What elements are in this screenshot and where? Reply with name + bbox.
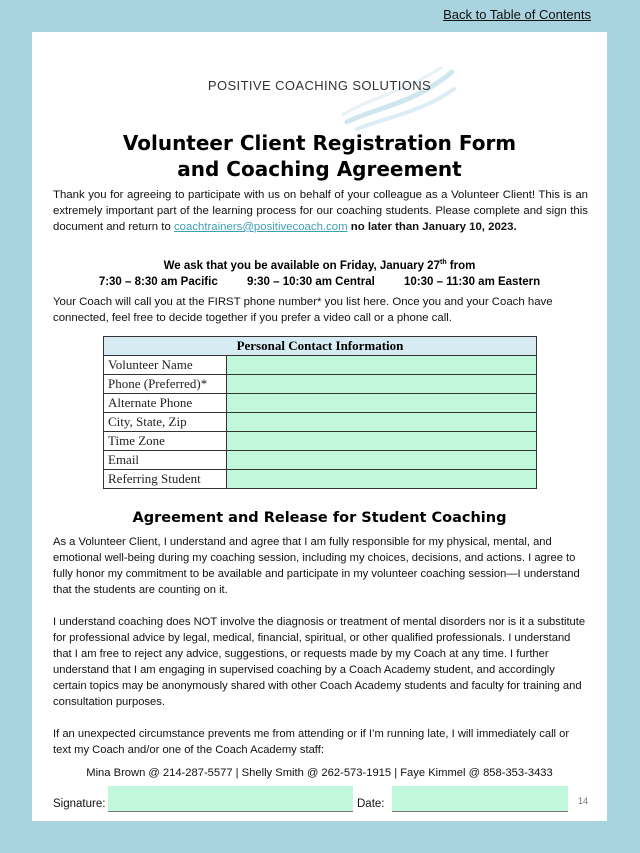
table-row	[104, 432, 537, 451]
volunteer-name-field[interactable]	[227, 356, 537, 375]
row-label: Email	[104, 451, 227, 470]
page-number: 14	[578, 796, 589, 806]
availability-request-text: We ask that you be available on Friday, January 27	[163, 259, 440, 272]
availability-request-end: from	[446, 259, 476, 272]
time-eastern: 10:30 – 11:30 am Eastern	[404, 275, 541, 288]
title-line-2: and Coaching Agreement	[177, 157, 462, 181]
table-row	[104, 394, 537, 413]
row-label: Referring Student	[104, 470, 227, 489]
signature-field[interactable]	[108, 786, 353, 812]
time-central: 9:30 – 10:30 am Central	[246, 275, 375, 288]
row-label: Alternate Phone	[104, 394, 227, 413]
row-label: City, State, Zip	[104, 413, 227, 432]
deadline-text: no later than January 10, 2023	[350, 221, 514, 233]
availability-block	[32, 255, 607, 290]
table-row	[104, 356, 537, 375]
contact-table-header: Personal Contact Information	[104, 337, 537, 356]
document-page	[32, 32, 607, 821]
contact-info-table	[103, 336, 537, 489]
intro-paragraph	[53, 187, 588, 235]
referring-student-field[interactable]	[227, 470, 537, 489]
table-row	[104, 413, 537, 432]
email-field[interactable]	[227, 451, 537, 470]
back-to-toc-link[interactable]: Back to Table of Contents	[443, 7, 591, 22]
row-label: Volunteer Name	[104, 356, 227, 375]
page-title	[32, 130, 607, 182]
call-note: Your Coach will call you at the FIRST phone number* you list here. Once you and your Coach have connected, feel free to decide together if you prefer a video call or a phone call.	[53, 296, 553, 324]
intro-end: .	[513, 221, 517, 233]
table-row	[104, 375, 537, 394]
date-field[interactable]	[392, 786, 568, 812]
brand-name: POSITIVE COACHING SOLUTIONS	[207, 78, 432, 93]
date-label: Date:	[357, 798, 385, 810]
intro-text: Thank you for agreeing to participate with us on behalf of your colleague as a Volunteer Client! This is an extremely important part of the learning process for our coaching students. Please complete and sign this document and return to	[53, 189, 588, 233]
email-link[interactable]: coachtrainers@positivecoach.com	[173, 221, 348, 233]
availability-request-sup: th	[439, 259, 447, 266]
time-pacific: 7:30 – 8:30 am Pacific	[98, 275, 218, 288]
time-zone-field[interactable]	[227, 432, 537, 451]
alternate-phone-field[interactable]	[227, 394, 537, 413]
agreement-body	[53, 534, 588, 774]
agreement-paragraph: I understand coaching does NOT involve the diagnosis or treatment of mental disorders nor is it a substitute for professional advice by legal, medical, financial, spiritual, or other qualified professionals. I understand that I am free to reject any advice, suggestions, or requests made by my Coach at any time. I further understand that I am engaging in supervised coaching by a Coach Academy student, and accordingly certain topics may be anonymously shared with other Coach Academy students and faculty for training and consultation purposes.	[53, 616, 586, 708]
availability-request	[32, 255, 607, 274]
row-label: Phone (Preferred)*	[104, 375, 227, 394]
agreement-heading: Agreement and Release for Student Coaching	[132, 510, 507, 526]
row-label: Time Zone	[104, 432, 227, 451]
preferred-phone-field[interactable]	[227, 375, 537, 394]
availability-times	[32, 274, 607, 290]
signature-label: Signature:	[53, 798, 106, 810]
title-line-1: Volunteer Client Registration Form	[122, 131, 517, 155]
table-row	[104, 470, 537, 489]
table-row	[104, 451, 537, 470]
staff-contacts: Mina Brown @ 214-287-5577 | Shelly Smith @ 262-573-1915 | Faye Kimmel @ 858-353-3433	[86, 767, 553, 779]
agreement-paragraph: If an unexpected circumstance prevents me from attending or if I’m running late, I will immediately call or text my Coach and/or one of the Coach Academy staff:	[53, 728, 570, 756]
city-state-zip-field[interactable]	[227, 413, 537, 432]
agreement-paragraph: As a Volunteer Client, I understand and agree that I am fully responsible for my physical, mental, and emotional well-being during my coaching session, including my choices, decisions, and actions. I agree to fully honor my commitment to be available and participate in my volunteer coaching session—I understand that the students are counting on it.	[53, 536, 580, 596]
